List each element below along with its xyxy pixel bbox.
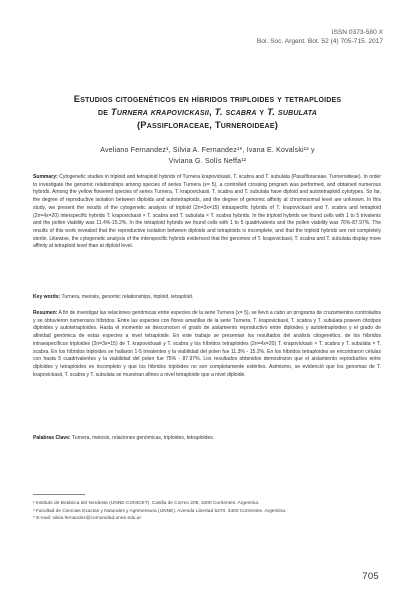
author-list: [40, 145, 375, 167]
page-number: 705: [362, 571, 379, 582]
keywords-label: Key words:: [33, 294, 61, 300]
authors-line-1: Aveliano Fernandez¹, Silvia A. Fernandez¹*, Ivana E. Kovalski¹² y: [100, 147, 315, 154]
authors-line-2: Viviana G. Solís Neffa¹²: [168, 158, 247, 165]
resumen-text: A fin de investigar las relaciones genómicas entre especies de la serie Turnera (x= 5), se llevó a cabo un programa de cruzamientos controlados y se obtuvieron numerosos híbridos. Entre las especies con flores amarillas de la serie Turnera, T. krapovickasii, T. scabra y T. subulata poseen citotipos diploides y autotetraploides. Hasta el momento se desconocen el grado de aislamiento reproductivo entre diploides y autotetraploides y el grado de afinidad genómica de estas especies a nivel tetraploide. En este trabajo se presentan los resultados del análisis citogenético, de los híbridos intraespecíficos triploides (2n=3x=15) de T. krapovickasii y T. scabra y los híbridos tetraploides (2n=4x=20) T. krapovickasii × T. scabra y T. subulata × T. scabra. En los híbridos triploides se hallaron 1-5 trivalentes y la viabilidad del polen fue 11.3% - 15.2%. En los híbridos tetraploides se encontraron células con hasta 5 cuadrivalentes y la viabilidad del polen fue 75% - 87.97%. Los resultados obtenidos demostraron que el aislamiento reproductivo entre diploides y tetraploides es incompleto y que los híbridos triploides no son completamente estériles. Asimismo, se evidenció que los genomas de T. krapovickasii, T. scabra y T. subulata se muestran afines a nivel tetraploide que a nivel diploide.: [33, 310, 382, 378]
palabras-text: Turnera, meiosis, relaciones genómicas, triploides, tetraploides.: [71, 435, 215, 441]
title-line-1: Estudios citogenéticos en híbridos triploides y tetraploides: [73, 93, 342, 104]
title-species-3: T. subulata: [267, 106, 318, 117]
title-y: y: [259, 106, 265, 117]
issn: ISSN 0373-580 X: [331, 29, 383, 36]
summary-paragraph: [33, 174, 381, 251]
title-species-2: T. scabra: [214, 106, 257, 117]
palabras-label: Palabras Clave:: [33, 435, 71, 441]
title-de: de: [97, 106, 109, 117]
citation: Bol. Soc. Argent. Bot. 52 (4) 705-715. 2017: [256, 38, 383, 45]
summary-text: Cytogenetic studies in triploid and tetraploid hybrids of Turnera krapovickasii, T. scabra and T. subulata (Passifloraceae, Turneroideae). In order to investigate the genomic relationships among species of series Turnera (x= 5), a controlled crossing program was performed, and obtained numerous hybrids. Among the yellow flowered species of series Turnera, T. krapovickasii, T. scabra and T. subulata have diploid and autotetraploid cytotypes. So far, the degree of reproductive isolation between diploids and autotetraploids, and the degree of genomic affinity at chromosomal level are unknown. In this study, we present the results of the cytogenetic analysis of triploid (2n=3x=15) intraspecific hybrids of T. krapovickasii and T. scabra and tetraploid (2n=4x=20) interspecific hybrids T. krapovickasii × T. scabra and T. subulata × T. scabra hybrids. In the triploid hybrids we found cells with 1 to 5 trivalents and the pollen viability was 11.4%-15.2%. In the tetraploid hybrids we found cells with 1 to 5 quadrivalents and the pollen viability was 76%-87.97%. The results of this work revealed that the reproductive isolation between diploids and tetraploids is incomplete, and that the triploid hybrids are not completely sterile. Likewise, the cytogenetic analysis of the interspecific hybrids evidenced that the genomes of T. krapovickasii, T. scabra and T. subulata display more affinity at tetraploid level than at diploid level.: [33, 174, 382, 250]
summary-label: Summary:: [33, 174, 58, 180]
footnote-1: ¹ Instituto de Botánica del Nordeste (UNNE-CONICET). Casilla de Correo 209. 3400 Corrientes. Argentina.: [33, 501, 260, 506]
journal-header: [257, 28, 383, 46]
resumen-paragraph: [33, 310, 381, 379]
keywords-text: Turnera, meiosis, genomic relationships, triploid, tetraploid.: [61, 294, 194, 300]
resumen-label: Resumen:: [33, 310, 58, 316]
footnote-3: * E-mail: silvia.fernandez@comunidad.unne.edu.ar: [33, 516, 142, 522]
palabras-clave-paragraph: [33, 435, 381, 443]
title-line-2: de Turnera krapovickasii, T. scabra y T. subulata: [97, 106, 318, 117]
title-families: (Passifloraceae, Turneroideae): [136, 119, 279, 130]
title-species-1: Turnera krapovickasii: [110, 106, 210, 117]
article-title: [40, 92, 375, 131]
keywords-paragraph: [33, 294, 381, 302]
footnote-2: ² Facultad de Ciencias Exactas y Naturales y Agrimensura (UNNE). Avenida Libertad 5470. 3400 Corrientes. Argentina.: [33, 508, 287, 514]
footnotes: [33, 500, 381, 523]
footnote-divider: [33, 494, 85, 495]
